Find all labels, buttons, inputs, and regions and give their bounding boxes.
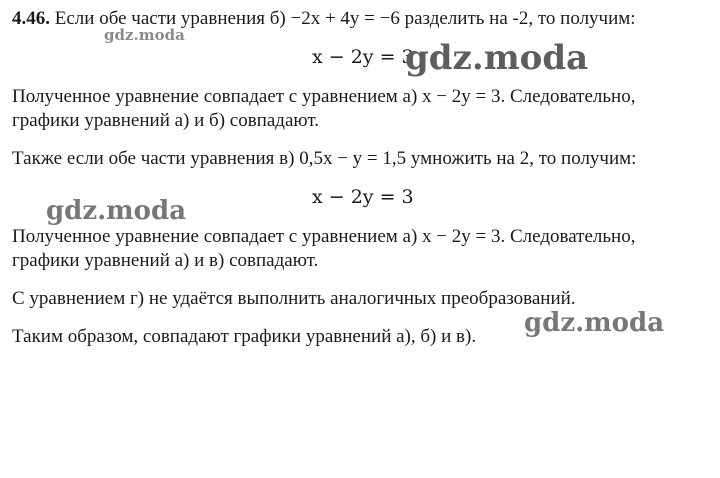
problem-text-line-6: графики уравнений а) и в) совпадают. xyxy=(12,250,319,271)
problem-text-line-8: Таким образом, совпадают графики уравнений а), б) и в). xyxy=(12,326,477,347)
formula-result-2: x − 2y = 3 xyxy=(312,186,414,208)
problem-text-line-2: Полученное уравнение совпадает с уравнением а) x − 2y = 3. Следовательно, xyxy=(12,86,636,107)
watermark-medium-right: gdz.moda xyxy=(524,308,665,338)
problem-text-line-4: Также если обе части уравнения в) 0,5x − y = 1,5 умножить на 2, то получим: xyxy=(12,148,637,169)
watermark-small: gdz.moda xyxy=(104,26,185,44)
problem-text-line-3: графики уравнений а) и б) совпадают. xyxy=(12,110,319,131)
problem-text-line-1: Если обе части уравнения б) −2x + 4y = −6 разделить на -2, то получим: xyxy=(54,8,636,29)
problem-text-line-7: С уравнением г) не удаётся выполнить аналогичных преобразований. xyxy=(12,288,576,309)
watermark-large: gdz.moda xyxy=(405,38,589,78)
formula-result-1: x − 2y = 3 xyxy=(312,46,414,68)
problem-number: 4.46. xyxy=(12,8,50,29)
watermark-medium-left: gdz.moda xyxy=(46,196,187,226)
problem-text-line-5: Полученное уравнение совпадает с уравнением а) x − 2y = 3. Следовательно, xyxy=(12,226,636,247)
